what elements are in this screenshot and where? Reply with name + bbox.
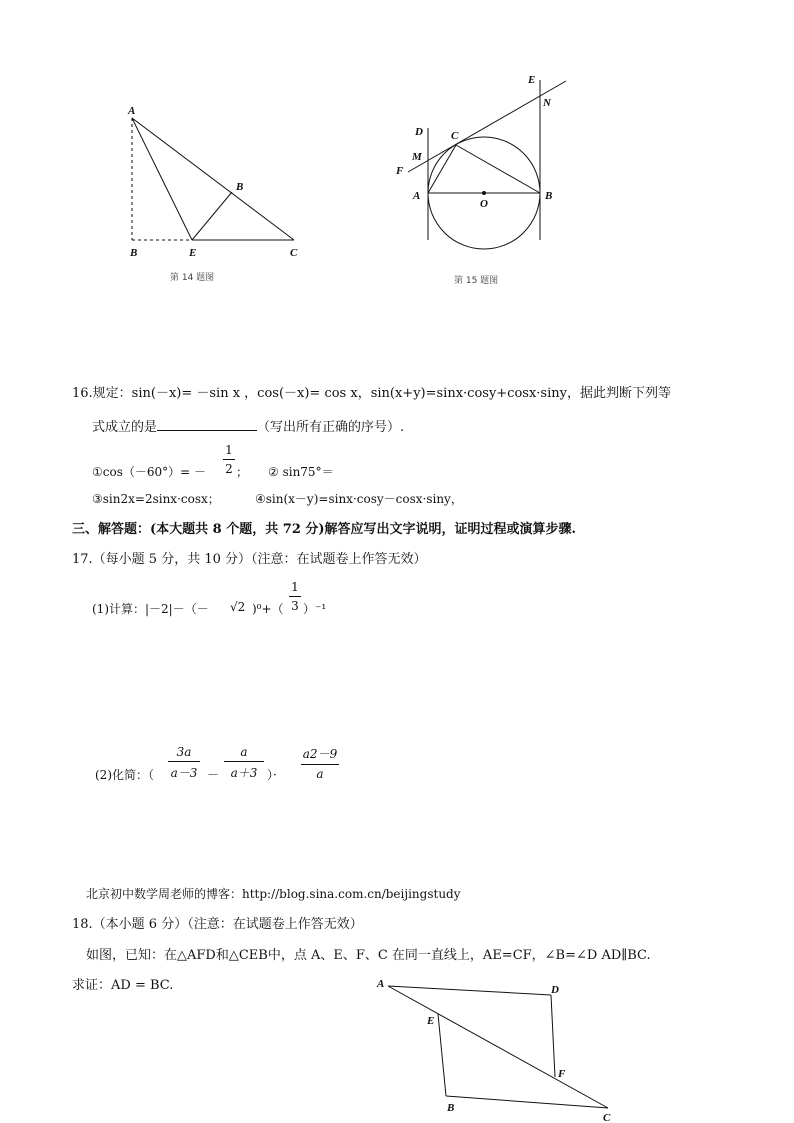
q17-part1-post: ）⁻¹: [303, 602, 327, 616]
label-d: D: [415, 126, 423, 138]
q16-option-1: ①cos（－60°）= －: [92, 465, 207, 479]
label-f: F: [558, 1068, 566, 1080]
label-o: O: [480, 198, 488, 210]
q16-option-3: ③sin2x=2sinx·cosx；: [92, 492, 220, 506]
label-b: B: [447, 1102, 455, 1114]
fraction-numerator: 1: [225, 443, 233, 457]
fraction-denominator: a－3: [170, 766, 198, 780]
label-b-top: B: [236, 181, 244, 193]
label-a: A: [377, 978, 385, 990]
q18-header: 18.（本小题 6 分）（注意：在试题卷上作答无效）: [72, 917, 363, 932]
fraction-denominator: 3: [291, 599, 299, 613]
section-3-heading: 三、解答题：(本大题共 8 个题，共 72 分)解答应写出文字说明，证明过程或演算步骤.: [72, 522, 577, 537]
segment-bc: [446, 1096, 608, 1108]
fraction-denominator: 2: [225, 462, 233, 476]
fraction-denominator: a＋3: [230, 766, 258, 780]
blog-line: 北京初中数学周老师的博客：http://blog.sina.com.cn/beijingstudy: [86, 887, 461, 901]
q16-line1: 16.规定：sin(－x)= －sin x ，cos(－x)= cos x，sin(x+y)=sinx·cosy+cosx·siny，据此判断下列等: [72, 386, 671, 401]
figure-15-caption: 第 15 题图: [454, 276, 499, 286]
q17-part1-mid: )⁰+（: [252, 602, 284, 616]
segment-df: [551, 995, 555, 1077]
q18-line1: 如图，已知：在△AFD和△CEB中，点 A、E、F、C 在同一直线上，AE=CF，∠B=∠D AD∥BC.: [86, 948, 651, 963]
fraction-numerator: 3a: [176, 745, 192, 759]
q17-part1-pre: (1)计算：|－2|－（－: [92, 602, 209, 616]
q16-line2-post: （写出所有正确的序号）.: [257, 420, 405, 435]
segment-ac: [388, 986, 608, 1108]
q16-line2-pre: 式成立的是: [92, 420, 158, 435]
q16-option-2: ② sin75°＝: [268, 465, 334, 479]
q16-option-1-tail: ；: [236, 465, 249, 479]
label-e: E: [189, 247, 197, 259]
label-e: E: [427, 1015, 435, 1027]
q17-part2-pre: (2)化简：（: [95, 768, 154, 782]
label-f: F: [396, 165, 404, 177]
q17-part2-mid: ）·: [267, 768, 277, 782]
fraction-numerator: 1: [291, 580, 299, 594]
label-c: C: [603, 1112, 611, 1123]
label-d: D: [551, 984, 559, 996]
fraction-numerator: a: [240, 745, 248, 759]
label-b: B: [545, 190, 553, 202]
segment-eb: [438, 1014, 446, 1096]
label-m: M: [412, 151, 422, 163]
figure-14-caption: 第 14 题图: [170, 273, 215, 283]
fraction-denominator: a: [316, 767, 324, 781]
label-c: C: [451, 130, 459, 142]
segment-ad: [388, 986, 551, 995]
label-c: C: [290, 247, 298, 259]
q17-part2-minus: －: [207, 768, 220, 782]
label-b-bottom: B: [130, 247, 138, 259]
q17-part1-sqrt: √2: [230, 600, 246, 614]
label-n: N: [543, 97, 551, 109]
q16-option-4: ④sin(x－y)=sinx·cosy－cosx·siny，: [255, 492, 463, 506]
fraction-numerator: a2－9: [302, 747, 338, 761]
label-a: A: [128, 105, 136, 117]
label-e: E: [528, 74, 536, 86]
label-a: A: [413, 190, 421, 202]
q18-line2: 求证：AD = BC.: [72, 978, 174, 993]
q17-header: 17.（每小题 5 分，共 10 分）（注意：在试题卷上作答无效）: [72, 552, 427, 567]
